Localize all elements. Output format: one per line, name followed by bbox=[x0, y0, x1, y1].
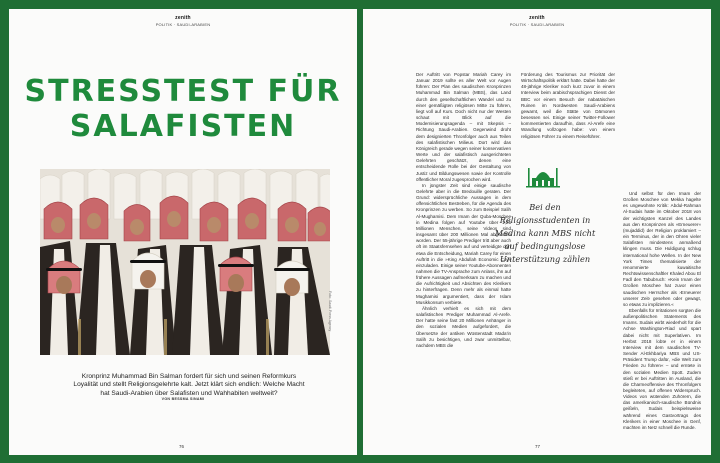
lead-photo bbox=[40, 169, 330, 355]
article-column-2 bbox=[521, 72, 615, 140]
article-column-3 bbox=[623, 191, 701, 431]
brand-logo: zenith bbox=[529, 15, 545, 21]
crowd-photo-illustration bbox=[40, 169, 330, 355]
left-page bbox=[9, 9, 357, 455]
page-header bbox=[9, 15, 357, 27]
pull-quote: Bei den Religionsstudenten in Medina kann MBS nicht auf bedingungslose Unterstützung zählen bbox=[494, 202, 596, 264]
photo-caption: Kronprinz Muhammad Bin Salman fordert für sich und seinen Reformkurs Loyalität und stellt Religionsgelehrte kalt. Jetzt klärt sich endlich: Welche Macht hat Saudi-Arabien über Salafisten und Wahhabiten weltweit? bbox=[73, 373, 305, 397]
page-number-left: 76 bbox=[179, 444, 185, 449]
page-header bbox=[363, 15, 711, 27]
section-label: POLITIK · SAUDI-ARABIEN bbox=[509, 22, 565, 27]
headline-line-2: SALAFISTEN bbox=[69, 109, 297, 144]
paragraph: Ebenfalls für Irritationen sorgten die außenpolitischen Statements des Imams. Sudais wirbt wiederholt für die Achse Washington-Riad und spart dabei nicht mit Superlativen. Im Herbst 2018 lobte er in einem Interview mit dem saudischen TV-Sender Al-Ekhbariya MBS und US-Präsident Trump dafür, »die Welt zum Frieden zu führen« – und erntete in den sozialen Medien Spott. Zudem stieß er bei Auftritten im Ausland, die die Charmeoffensive des Thronfolgers begleiteten, auf offenen Widerspruch. Videos von wütenden Zuhörern, die das amerikanisch-saudische Bündnis geißeln, Sudais beispielsweise während eines Gastvortrags des Klerikers in einer Moschee in Genf, machten im Netz schnell die Runde. bbox=[623, 307, 701, 430]
photo-credit: Foto: Saudi Press Agency bbox=[328, 291, 332, 332]
paragraph: Der Auftritt von Popstar Mariah Carey im Januar 2019 sollte es aller Welt vor Augen führen: Der Plan des saudischen Kronprinzen Muhammad Bin Salman (MBS), das Land durch den gesellschaftlichen Wandel und zu einer gemäßigten religiösen Mitte zu führen, liegt voll auf Kurs. Doch nicht nur der Westen schaut mit Blick auf die Modernisierungsagenda – mit Skepsis – Richtung Saudi-Arabien. Gegenwind droht dem designierten Thronfolger auch aus Teilen des salafistischen Milieus. Dort wird das Königreich gerade wegen seiner konservativen Werte und der salafistisch ausgerichteten Gelehrten geschätzt, denen eine entscheidende Rolle bei der Gestaltung von Justiz und Bildungswesen sowie der Kontrolle öffentlicher Moral zugesprochen wird. bbox=[416, 72, 511, 182]
byline: VON BESSMA SINAMI bbox=[161, 397, 205, 401]
paragraph: Ähnlich verhielt es sich mit dem salafistischen Prediger Muhammad Al-Arefe. Der hatte seine fast 20 Millionen Anhänger in den sozialen Medien aufgefordert, die Übersetzte der antiken Wüstenstadt Mada'in Salih zu besichtigen, und zwar unmittelbar, nachdem MBS die bbox=[416, 305, 511, 348]
headline-line-1: STRESSTEST FÜR bbox=[24, 74, 342, 109]
brand-logo: zenith bbox=[175, 15, 191, 21]
page-number-right: 77 bbox=[535, 444, 541, 449]
section-label: POLITIK · SAUDI-ARABIEN bbox=[155, 22, 211, 27]
paragraph: In jüngster Zeit sind einige saudische Gelehrte aber in die Bredouille geraten. Der Grund: widersprüchliche Aussagen in dem offensichtlichen Bestreben, für die Agenda des Kronprinzen zu werben. So zum Beispiel Salih Al-Mughamisi. Dem Imam der Quba-Moschee in Medina folgen auf Youtube über 1,25 Millionen Menschen, seine Videos sind insgesamt über 200 Millionen Mal abgerufen worden. Der 55-jährige Prediger tritt aber auch oft im Staatsfernsehen auf und verteidigte dort etwa die Entscheidung, Mariah Carey für einen Auftritt in die »King Abdullah Economic City« einzuladen. Einige seiner Youtube-Abonnenten nahmen die TV-Ansprache zum Anlass, ihn auf frühere Aussagen aufmerksam zu machen und die Aufrichtigkeit und Absichten des Klerikers zu hinterfragen. Denn mehr als einmal hatte Mughamisi argumentiert, dass der Islam Musikkonsum verbiete. bbox=[416, 182, 511, 305]
mosque-icon bbox=[526, 164, 560, 188]
right-page bbox=[363, 9, 711, 455]
paragraph: Förderung des Tourismus zur Priorität der Wirtschaftspolitik erklärt hatte. Dabei hatte der 48-jährige Kleriker noch kurz zuvor in einem Interview beim arabischsprachigen Dienst der BBC vor einem Besuch der nabatäischen Ruinen im Nordwesten Saudi-Arabiens gewarnt, weil die Stätte von Dämonen besessen sei. Einige seiner Twitter-Follower kommentierten daraufhin, dass Al-Arefe eine Wandlung vollzogen habe: von einem religiösen Führer zu einem Reiseführer. bbox=[521, 72, 615, 139]
paragraph: Und selbst für den Imam der Großen Moschee von Mekka hagelte es ungewohnte Kritik: Abdul-Rahman Al-Sudais hatte im Oktober 2018 von der wichtigsten Kanzel des Landes aus den Kronprinzen als »Erneuerer« (mujaddid) der Religion proklamiert – ein Terminus, der in den Ohren vieler Salafisten mindestens anmaßend klingen muss. Die Huldigung schlug international hohe Wellen. In der New York Times thematisierte der renommierte kuwaitische Rechtswissenschaftler Khaled Abou El Fadl den Tabubruch: »Kein Imam der Großen Moschee hat zuvor einen saudischen Herrscher als ›Erneuerer unserer Zeit‹ gesehen oder gewagt, so etwas zu implizieren.« bbox=[623, 191, 701, 307]
